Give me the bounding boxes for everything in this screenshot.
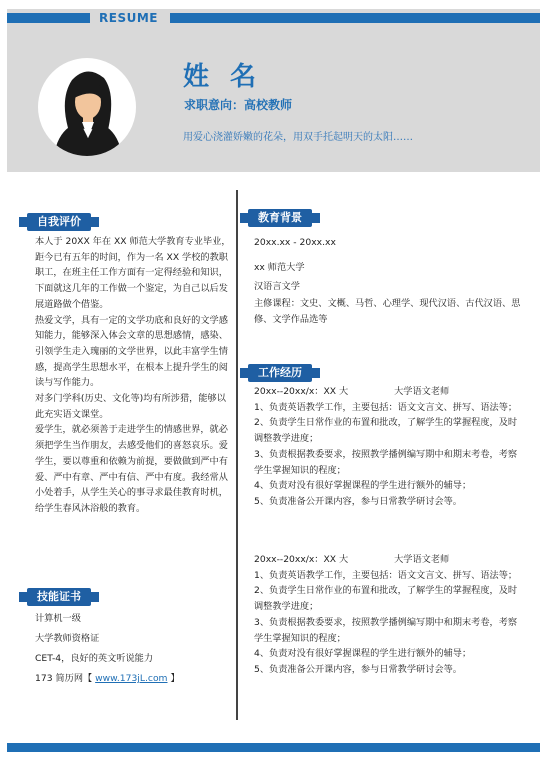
top-accent-bar-left bbox=[7, 13, 90, 23]
site-suffix: 】 bbox=[170, 673, 180, 684]
section-title-education: 教育背景 bbox=[248, 209, 312, 227]
motto: 用爱心浇灌娇嫩的花朵，用双手托起明天的太阳…… bbox=[183, 132, 413, 143]
education-period: 20xx.xx - 20xx.xx bbox=[254, 237, 336, 248]
work-job-header: 20xx--20xx/x：XX 大 大学语文老师 bbox=[254, 386, 450, 397]
site-prefix: 173 简历网【 bbox=[35, 673, 93, 684]
column-divider bbox=[236, 190, 238, 720]
work-duty: 4、负责对没有很好掌握课程的学生进行额外的辅导； bbox=[254, 648, 472, 660]
work-duty: 1、负责英语教学工作，主要包括：语文文言文、拼写、语法等； bbox=[254, 569, 518, 581]
work-duty: 1、负责英语教学工作，主要包括：语文文言文、拼写、语法等； bbox=[254, 401, 518, 413]
section-title-skills: 技能证书 bbox=[27, 588, 91, 606]
candidate-name: 姓 名 bbox=[183, 62, 263, 92]
work-job-header: 20xx--20xx/x：XX 大 大学语文老师 bbox=[254, 554, 450, 565]
avatar-silhouette-icon bbox=[38, 58, 136, 156]
section-title-work: 工作经历 bbox=[248, 364, 312, 382]
work-duty: 5、负责准备公开课内容，参与日常教学研讨会等。 bbox=[254, 663, 462, 675]
self-eval-paragraph: 爱学生，就必须善于走进学生的情感世界，就必须把学生当作朋友，去感受他们的喜怒哀乐。爱学生，要以尊重和依赖为前提，要做做到严中有爱、严中有章、严中有信、严中有度。我经常从小处着手，从学生关心的事寻求最佳教育时机，给学生春风沐浴般的教育。 bbox=[35, 424, 228, 514]
education-body bbox=[254, 233, 524, 327]
bottom-accent-bar bbox=[7, 743, 540, 752]
job-intent: 求职意向：高校教师 bbox=[184, 98, 293, 112]
self-eval-paragraph: 对多门学科(历史、文化等)均有所涉猎，能够以此充实语文课堂。 bbox=[35, 393, 226, 420]
education-major: 汉语言文学 bbox=[254, 281, 300, 292]
work-duty: 3、负责根据教委要求，按照教学播例编写期中和期末考卷，考察学生掌握知识的程度； bbox=[254, 448, 518, 476]
site-line bbox=[35, 669, 231, 689]
skill-item: 大学教师资格证 bbox=[35, 633, 100, 644]
work-job bbox=[254, 384, 524, 510]
section-title-self-eval: 自我评价 bbox=[27, 213, 91, 231]
site-link[interactable]: www.173jL.com bbox=[95, 673, 168, 684]
self-eval-body bbox=[35, 234, 231, 517]
self-eval-paragraph: 热爱文学，具有一定的文学功底和良好的文学感知能力，能够深入体会文章的思想感情，感染、引领学生走入瑰丽的文学世界，以此丰富学生情感，提高学生思想水平，在根本上提升学生的阅读与写作能力。 bbox=[35, 314, 228, 389]
education-school: xx 师范大学 bbox=[254, 262, 305, 273]
skill-item: CET-4，良好的英文听说能力 bbox=[35, 653, 154, 664]
work-job bbox=[254, 552, 524, 678]
resume-label: RESUME bbox=[99, 11, 158, 25]
work-duty: 4、负责对没有很好掌握课程的学生进行额外的辅导； bbox=[254, 480, 472, 492]
skills-list bbox=[35, 609, 231, 689]
work-duty: 2、负责学生日常作业的布置和批改，了解学生的掌握程度，及时调整教学进度； bbox=[254, 585, 518, 613]
work-duty: 2、负责学生日常作业的布置和批改，了解学生的掌握程度，及时调整教学进度； bbox=[254, 417, 518, 445]
education-courses: 主修课程：文史、文概、马哲、心理学、现代汉语、古代汉语、思修、文学作品选等 bbox=[254, 298, 521, 325]
skill-item: 计算机一级 bbox=[35, 613, 81, 624]
work-duty: 3、负责根据教委要求，按照教学播例编写期中和期末考卷，考察学生掌握知识的程度； bbox=[254, 616, 518, 644]
self-eval-paragraph: 本人于 20XX 年在 XX 师范大学教育专业毕业，距今已有五年的时间，作为一名 XX 学校的教职职工，在班主任工作方面有一定得经验和知识，下面就这几年的工作做一个鉴定，为自己以后发展道路做个借鉴。 bbox=[35, 236, 231, 310]
top-accent-bar-right bbox=[170, 13, 540, 23]
work-duty: 5、负责准备公开课内容，参与日常教学研讨会等。 bbox=[254, 495, 462, 507]
avatar bbox=[38, 58, 136, 156]
